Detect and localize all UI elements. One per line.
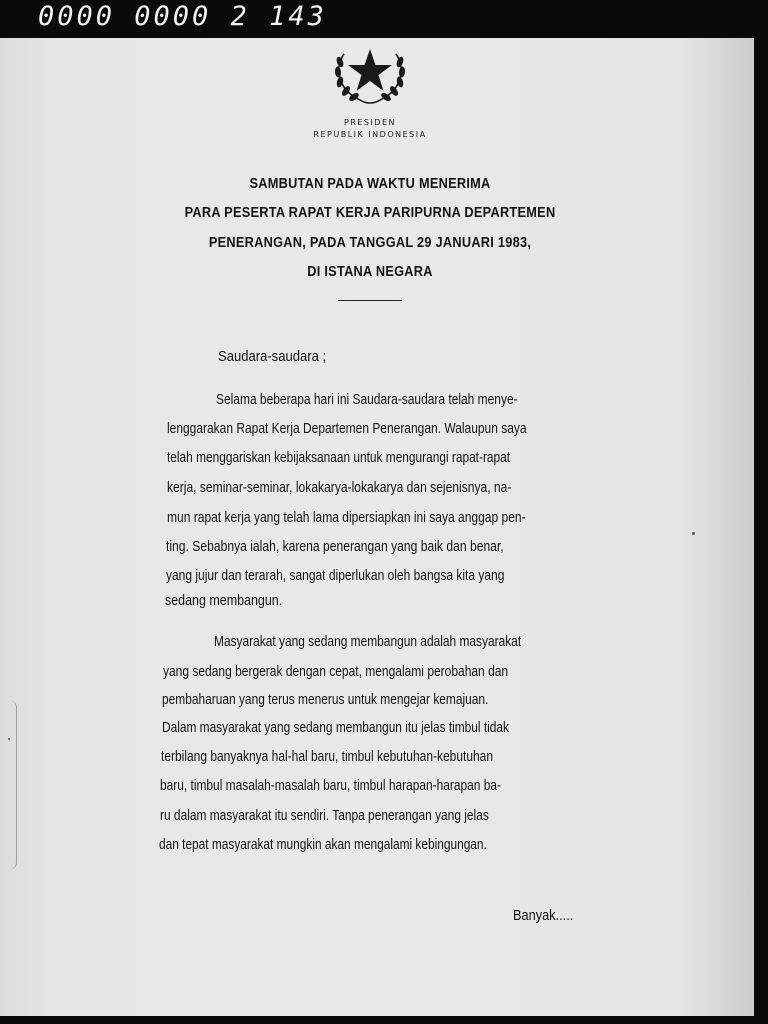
page-edge-shadow (680, 38, 754, 1016)
salutation: Saudara-saudara ; (218, 349, 327, 365)
paragraph-line: pembaharuan yang terus menerus untuk mengejar kemajuan. (162, 692, 489, 708)
paragraph-line: ru dalam masyarakat itu sendiri. Tanpa penerangan yang jelas (160, 808, 489, 824)
dust-speck (692, 532, 695, 535)
frame-counter: 0000 0000 2 143 (38, 1, 327, 32)
document-title-line: DI ISTANA NEGARA (307, 264, 433, 280)
document-title-line: PARA PESERTA RAPAT KERJA PARIPURNA DEPARTEMEN (184, 205, 556, 221)
paragraph-line: telah menggariskan kebijaksanaan untuk mengurangi rapat-rapat (167, 450, 511, 466)
paragraph-line: dan tepat masyarakat mungkin akan mengalami kebingungan. (159, 837, 487, 853)
catchword-closing: Banyak..... (513, 908, 574, 924)
paragraph-line: baru, timbul masalah-masalah baru, timbul harapan-harapan ba- (160, 778, 501, 794)
document-title-line: SAMBUTAN PADA WAKTU MENERIMA (249, 176, 491, 192)
star-wreath-emblem-icon (330, 40, 410, 106)
paragraph-line: ting. Sebabnya ialah, karena penerangan yang baik dan benar, (166, 539, 504, 555)
paragraph-line: terbilang banyaknya hal-hal baru, timbul kebutuhan-kebutuhan (161, 749, 494, 765)
paragraph-line: kerja, seminar-seminar, lokakarya-lokakarya dan sejenisnya, na- (167, 480, 512, 496)
document-title-line: PENERANGAN, PADA TANGGAL 29 JANUARI 1983, (208, 235, 532, 251)
paragraph-line: lenggarakan Rapat Kerja Departemen Penerangan. Walaupun saya (167, 421, 527, 437)
dust-speck (8, 738, 10, 740)
letterhead-subtitle: REPUBLIK INDONESIA (313, 130, 427, 139)
title-underline (338, 300, 402, 301)
paragraph-line: yang sedang bergerak dengan cepat, mengalami perobahan dan (163, 664, 509, 680)
paragraph-line: Masyarakat yang sedang membangun adalah masyarakat (214, 634, 522, 650)
paragraph-line: sedang membangun. (165, 593, 283, 609)
letterhead-title: PRESIDEN (343, 118, 397, 127)
paragraph-line: mun rapat kerja yang telah lama dipersiapkan ini saya anggap pen- (167, 510, 526, 526)
paragraph-line: yang jujur dan terarah, sangat diperlukan oleh bangsa kita yang (166, 568, 505, 584)
page-edge-notch (0, 700, 17, 870)
paragraph-line: Selama beberapa hari ini Saudara-saudara telah menye- (216, 392, 518, 408)
paragraph-line: Dalam masyarakat yang sedang membangun itu jelas timbul tidak (162, 720, 509, 736)
